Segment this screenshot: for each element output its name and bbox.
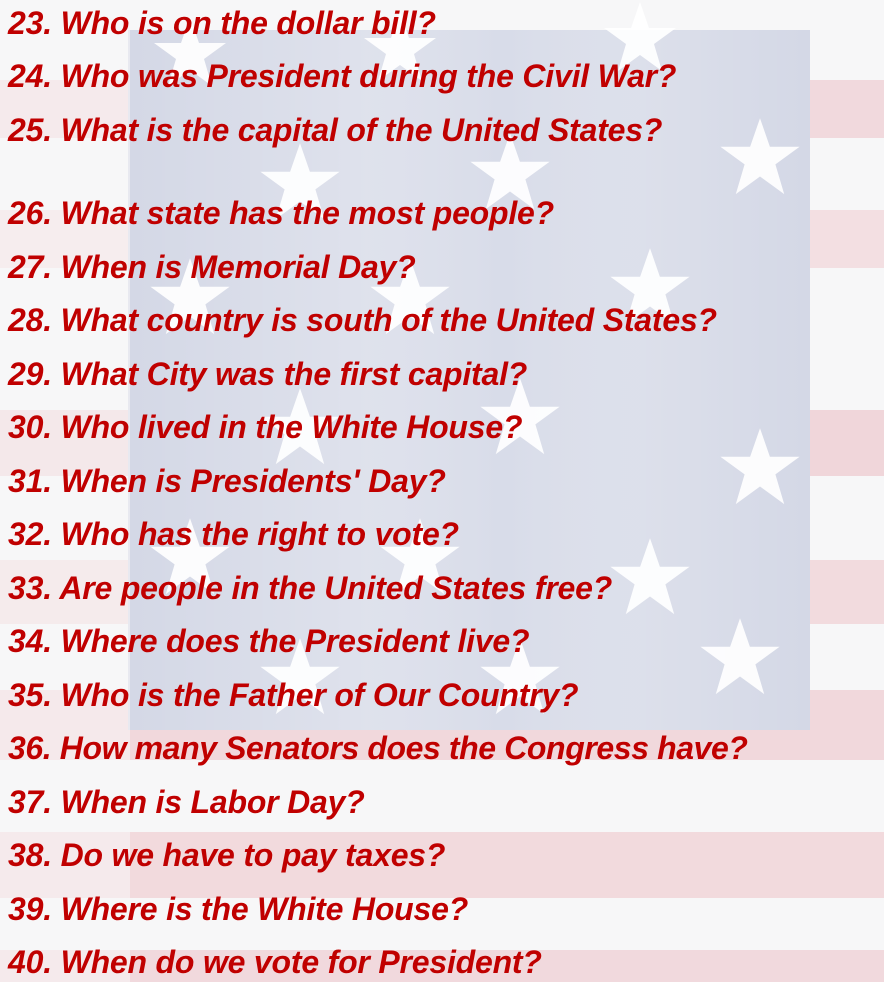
question-27: 27. When is Memorial Day? xyxy=(8,249,416,285)
question-31: 31. When is Presidents' Day? xyxy=(8,463,446,499)
question-36: 36. How many Senators does the Congress have? xyxy=(8,730,748,766)
question-35: 35. Who is the Father of Our Country? xyxy=(8,677,579,713)
question-32: 32. Who has the right to vote? xyxy=(8,516,459,552)
question-25: 25. What is the capital of the United States? xyxy=(8,112,663,148)
question-26: 26. What state has the most people? xyxy=(8,195,555,231)
question-30: 30. Who lived in the White House? xyxy=(8,409,523,445)
question-29: 29. What City was the first capital? xyxy=(8,356,528,392)
question-38: 38. Do we have to pay taxes? xyxy=(8,837,446,873)
question-39: 39. Where is the White House? xyxy=(8,891,469,927)
question-28: 28. What country is south of the United States? xyxy=(8,302,717,338)
question-24: 24. Who was President during the Civil War? xyxy=(8,58,677,94)
question-34: 34. Where does the President live? xyxy=(8,623,530,659)
question-33: 33. Are people in the United States free? xyxy=(8,570,613,606)
question-40: 40. When do we vote for President? xyxy=(8,944,542,980)
question-23: 23. Who is on the dollar bill? xyxy=(8,5,436,41)
question-37: 37. When is Labor Day? xyxy=(8,784,365,820)
